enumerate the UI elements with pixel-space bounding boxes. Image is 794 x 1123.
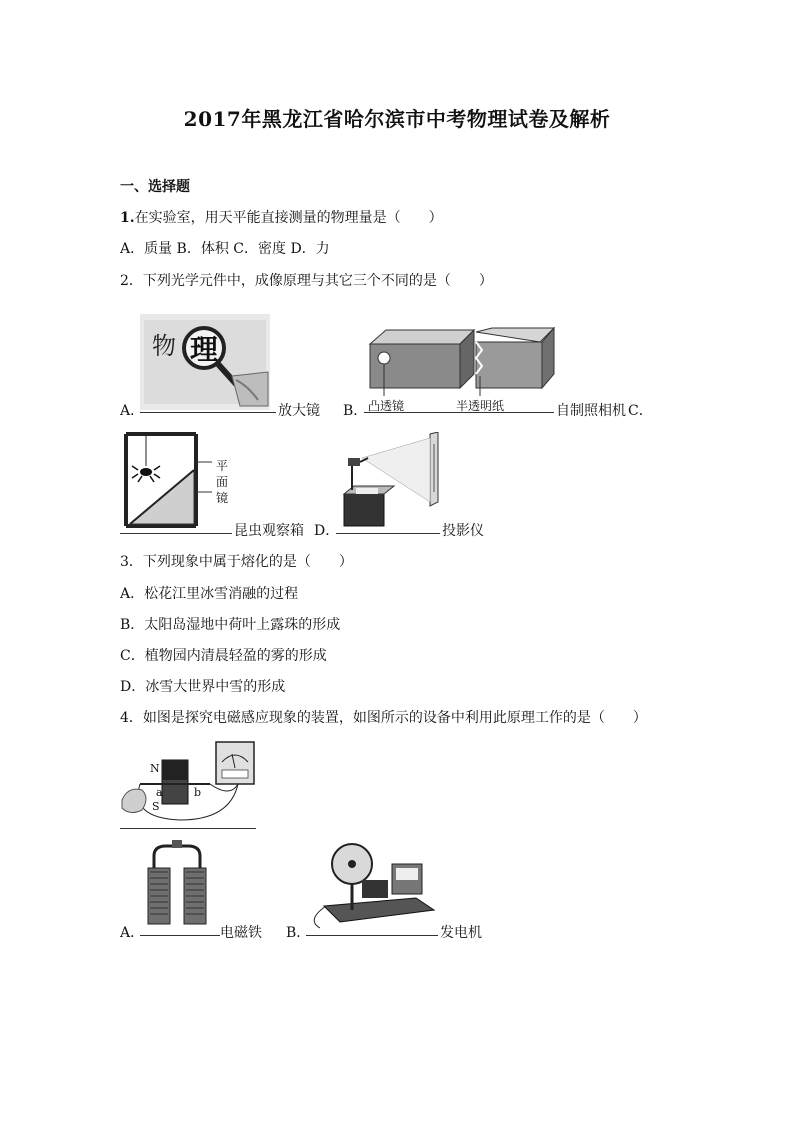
- generator-figure: [306, 834, 438, 932]
- q4-option-a-blank: [140, 935, 220, 936]
- question-3-option-d: D．冰雪大世界中雪的形成: [120, 679, 286, 695]
- q2-option-b-blank: [364, 412, 554, 413]
- question-3-option-a: A．松花江里冰雪消融的过程: [120, 586, 299, 602]
- magnifier-fig-char-1: 物: [152, 332, 176, 360]
- page-title: 2017年黑龙江省哈尔滨市中考物理试卷及解析: [183, 107, 611, 131]
- question-3-text: 3．下列现象中属于熔化的是（ ）: [120, 554, 353, 570]
- projector-figure: [338, 432, 444, 530]
- question-3-option-c: C．植物园内清晨轻盈的雾的形成: [120, 648, 327, 664]
- q2-option-d-letter: D．: [314, 523, 340, 539]
- q2-option-b-letter: B．: [343, 403, 368, 419]
- wire-end-a-label: a: [156, 786, 163, 799]
- south-pole-label: S: [152, 800, 160, 813]
- magnifier-figure: [140, 314, 270, 410]
- q4-option-a-letter: A．: [120, 925, 145, 941]
- q2-option-a-letter: A．: [120, 403, 145, 419]
- question-2-text: 2．下列光学元件中，成像原理与其它三个不同的是（ ）: [120, 273, 493, 289]
- magnifier-fig-char-2: 理: [190, 333, 219, 366]
- q2-option-d-caption: 投影仪: [442, 523, 484, 539]
- question-1: [120, 207, 443, 227]
- q2-option-a-blank: [140, 412, 276, 413]
- q2-option-c-letter: C．: [628, 403, 653, 419]
- question-1-options: A．质量 B．体积 C．密度 D．力: [120, 241, 330, 257]
- q4-option-b-letter: B．: [286, 925, 311, 941]
- convex-lens-label: 凸透镜: [368, 399, 405, 412]
- q2-option-a-caption: 放大镜: [278, 403, 320, 419]
- semitransparent-paper-label: 半透明纸: [456, 399, 505, 412]
- q4-figure-baseline: [120, 828, 256, 829]
- induction-apparatus-figure: [120, 738, 256, 824]
- electromagnet-figure: [140, 838, 216, 930]
- section-heading: 一、选择题: [120, 179, 190, 195]
- question-1-number: 1.: [120, 210, 135, 226]
- mirror-label-2: 面: [216, 475, 229, 489]
- mirror-label-1: 平: [216, 459, 229, 473]
- q4-option-b-blank: [306, 935, 438, 936]
- q4-option-b-caption: 发电机: [440, 925, 482, 941]
- question-3-option-b: B．太阳岛湿地中荷叶上露珠的形成: [120, 617, 341, 633]
- q4-option-a-caption: 电磁铁: [220, 925, 262, 941]
- mirror-label-3: 镜: [216, 491, 229, 505]
- insect-box-figure: [120, 430, 236, 530]
- question-1-text: 在实验室，用天平能直接测量的物理量是（ ）: [134, 210, 443, 226]
- q2-option-c-caption: 昆虫观察箱: [234, 523, 304, 539]
- question-4-text: 4．如图是探究电磁感应现象的装置，如图所示的设备中利用此原理工作的是（ ）: [120, 710, 647, 726]
- north-pole-label: N: [150, 762, 160, 775]
- q2-option-b-caption: 自制照相机: [556, 403, 626, 419]
- wire-end-b-label: b: [194, 786, 202, 799]
- camera-box-figure: [364, 326, 556, 412]
- q2-option-c-blank: [120, 533, 232, 534]
- q2-option-d-blank: [336, 533, 440, 534]
